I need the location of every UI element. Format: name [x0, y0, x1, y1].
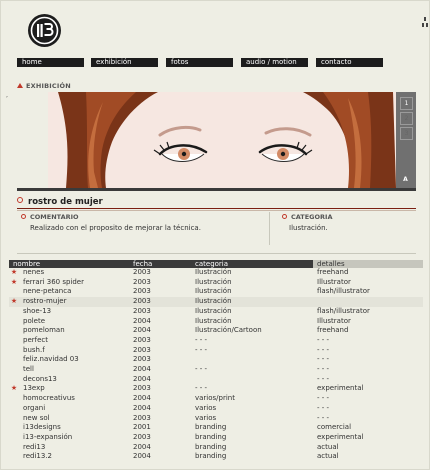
nav-contacto[interactable]: contacto — [316, 58, 383, 67]
thumbnail-strip — [396, 92, 416, 188]
table-row[interactable] — [9, 297, 423, 307]
cell-date: 2004 — [133, 365, 151, 374]
comentario-label-text: COMENTARIO — [30, 213, 79, 221]
cell-category: branding — [195, 442, 227, 451]
header-categoria[interactable]: categoria — [191, 260, 313, 268]
cell-category: Ilustración — [195, 268, 232, 276]
table-row[interactable] — [9, 375, 423, 385]
scroll-arrows[interactable] — [422, 17, 428, 37]
table-row[interactable] — [9, 394, 423, 404]
header-fecha[interactable]: fecha — [129, 260, 191, 268]
star-cell — [9, 452, 19, 462]
cell-category: branding — [195, 432, 227, 441]
cell-details: Illustrator — [317, 316, 351, 325]
cell-name: nenes — [23, 268, 45, 276]
cell-details: comercial — [317, 423, 352, 432]
star-icon: ★ — [10, 297, 18, 306]
nav-audio-motion[interactable]: audio / motion — [241, 58, 308, 67]
star-cell — [9, 317, 19, 327]
cell-date: 2003 — [133, 432, 151, 441]
cell-details: - - - — [317, 403, 330, 412]
star-cell — [9, 336, 19, 346]
nav-exhibicion[interactable]: exhibición — [91, 58, 158, 67]
cell-name: redi13 — [23, 442, 46, 451]
cell-category: - - - — [195, 335, 208, 344]
cell-details — [313, 297, 423, 307]
table-row[interactable] — [9, 443, 423, 453]
cell-date: 2003 — [133, 355, 151, 364]
cell-details: - - - — [317, 374, 330, 383]
header-nombre[interactable]: nombre — [9, 260, 129, 268]
star-cell — [9, 326, 19, 336]
star-cell — [9, 394, 19, 404]
cell-name: new sol — [23, 413, 50, 422]
star-icon: ★ — [10, 277, 18, 286]
cell-name: decons13 — [23, 374, 57, 383]
cell-details: actual — [317, 442, 339, 451]
star-cell — [9, 355, 19, 365]
cell-details: experimental — [317, 432, 364, 441]
categoria-label — [282, 213, 333, 221]
cell-category — [191, 375, 313, 385]
cell-date: 2003 — [133, 268, 151, 276]
cell-date: 2004 — [133, 316, 151, 325]
cell-name: polete — [23, 316, 46, 325]
thumb-2-button[interactable]: 2 — [400, 112, 413, 125]
cell-details: flash/illustrator — [317, 287, 370, 296]
cell-details: Illustrator — [317, 277, 351, 286]
circle-bullet-icon — [17, 197, 23, 203]
cell-name: ferrari 360 spider — [23, 277, 84, 286]
cell-date: 2003 — [133, 413, 151, 422]
table-row[interactable] — [9, 287, 423, 297]
hero-divider — [17, 188, 416, 191]
star-cell — [9, 287, 19, 297]
table-row[interactable] — [9, 336, 423, 346]
cell-name: bush.f — [23, 345, 45, 354]
cell-category: - - - — [195, 345, 208, 354]
artwork-title — [17, 197, 103, 207]
works-table — [9, 260, 423, 462]
star-cell — [9, 365, 19, 375]
cell-details: - - - — [317, 355, 330, 364]
cell-name: feliz.navidad 03 — [23, 355, 79, 364]
cell-date: 2001 — [133, 423, 151, 432]
cell-category: varios/print — [195, 394, 235, 403]
comentario-text: Realizado con el proposito de mejorar la técnica. — [30, 224, 201, 232]
cell-date: 2004 — [133, 394, 151, 403]
star-cell — [9, 268, 19, 278]
categoria-label-text: CATEGORIA — [291, 213, 333, 221]
circle-bullet-icon — [282, 214, 287, 219]
cell-details: - - - — [317, 365, 330, 374]
star-cell — [9, 375, 19, 385]
thumb-3-button[interactable]: 3 — [400, 127, 413, 140]
cell-details: flash/illustrator — [317, 306, 370, 315]
cell-name: i13-expansión — [23, 432, 73, 441]
cell-name: tell — [23, 365, 34, 374]
star-cell — [9, 443, 19, 453]
cell-name: redi13.2 — [23, 452, 53, 461]
table-row[interactable] — [9, 326, 423, 336]
section-title — [17, 82, 71, 90]
cell-date: 2003 — [133, 345, 151, 354]
artwork-title-text: rostro de mujer — [28, 197, 103, 207]
star-cell — [9, 414, 19, 424]
table-row[interactable] — [9, 346, 423, 356]
cell-category — [191, 355, 313, 365]
star-cell — [9, 278, 19, 288]
cell-name: 13exp — [23, 384, 45, 393]
cell-category: - - - — [195, 365, 208, 374]
table-row[interactable] — [9, 452, 423, 462]
woman-face-illustration — [48, 92, 396, 188]
table-row[interactable] — [9, 355, 423, 365]
star-cell — [9, 297, 19, 307]
cell-name: nene-petanca — [23, 287, 72, 296]
nav-fotos[interactable]: fotos — [166, 58, 233, 67]
title-underline-shadow — [17, 210, 416, 211]
hero-illustration — [48, 92, 396, 188]
star-icon: ★ — [10, 384, 18, 393]
cell-name: perfect — [23, 335, 48, 344]
cell-name: shoe-13 — [23, 306, 52, 315]
cell-details: - - - — [317, 413, 330, 422]
cell-name: i13designs — [23, 423, 61, 432]
i3-logo[interactable] — [28, 14, 61, 47]
categoria-text: Ilustración. — [289, 224, 328, 232]
cell-name: pomeloman — [23, 326, 65, 335]
star-icon: ★ — [10, 268, 18, 276]
table-row[interactable] — [9, 423, 423, 433]
cell-date: 2004 — [133, 326, 151, 335]
section-title-text: EXHIBICIÓN — [26, 82, 71, 90]
table-row[interactable] — [9, 307, 423, 317]
table-row[interactable] — [9, 384, 423, 394]
cell-details: - - - — [317, 345, 330, 354]
cell-category: branding — [195, 452, 227, 461]
circle-bullet-icon — [21, 214, 26, 219]
cell-category: branding — [195, 423, 227, 432]
star-cell — [9, 433, 19, 443]
cell-date: 2004 — [133, 374, 151, 383]
cell-category: Ilustración — [191, 297, 313, 307]
cell-date: 2003 — [133, 287, 151, 296]
tick-mark: ‚ — [6, 92, 8, 99]
title-underline — [17, 208, 416, 209]
cell-details: experimental — [317, 384, 364, 393]
cell-details: - - - — [317, 394, 330, 403]
cell-name: rostro-mujer — [19, 297, 129, 307]
star-cell — [9, 423, 19, 433]
main-nav — [17, 58, 383, 67]
bullet-icon — [17, 83, 23, 88]
table-row[interactable] — [9, 414, 423, 424]
table-row[interactable] — [9, 317, 423, 327]
table-row[interactable] — [9, 278, 423, 288]
cell-date: 2003 — [129, 297, 191, 307]
section-divider — [17, 253, 416, 254]
thumb-a-button[interactable]: A — [403, 176, 408, 183]
cell-date: 2003 — [133, 335, 151, 344]
cell-category: Ilustración — [195, 277, 232, 286]
table-row[interactable] — [9, 365, 423, 375]
table-row[interactable] — [9, 404, 423, 414]
table-header — [9, 260, 423, 268]
cell-date: 2004 — [133, 442, 151, 451]
cell-details: freehand — [317, 326, 349, 335]
vertical-divider — [269, 212, 270, 245]
thumb-1-button[interactable]: 1 — [400, 97, 413, 110]
header-detalles[interactable]: detalles — [313, 260, 423, 268]
star-cell — [9, 346, 19, 356]
cell-category: varios — [195, 413, 217, 422]
cell-details: actual — [317, 452, 339, 461]
cell-category: Ilustración/Cartoon — [195, 326, 262, 335]
cell-date: 2004 — [133, 403, 151, 412]
cell-name: organi — [23, 403, 46, 412]
star-cell — [9, 384, 19, 394]
cell-category: Ilustración — [195, 316, 232, 325]
cell-date: 2003 — [133, 306, 151, 315]
cell-details: - - - — [317, 335, 330, 344]
cell-category: Ilustración — [195, 287, 232, 296]
cell-category: - - - — [195, 384, 208, 393]
cell-category: varios — [195, 403, 217, 412]
comentario-label — [21, 213, 79, 221]
cell-date: 2004 — [133, 452, 151, 461]
star-cell — [9, 307, 19, 317]
table-row[interactable] — [9, 433, 423, 443]
cell-name: homocreativus — [23, 394, 75, 403]
star-cell — [9, 404, 19, 414]
cell-category: Ilustración — [195, 306, 232, 315]
cell-details: freehand — [317, 268, 349, 276]
nav-home[interactable]: home — [17, 58, 84, 67]
cell-date: 2003 — [133, 277, 151, 286]
table-row[interactable] — [9, 268, 423, 278]
cell-date: 2003 — [133, 384, 151, 393]
